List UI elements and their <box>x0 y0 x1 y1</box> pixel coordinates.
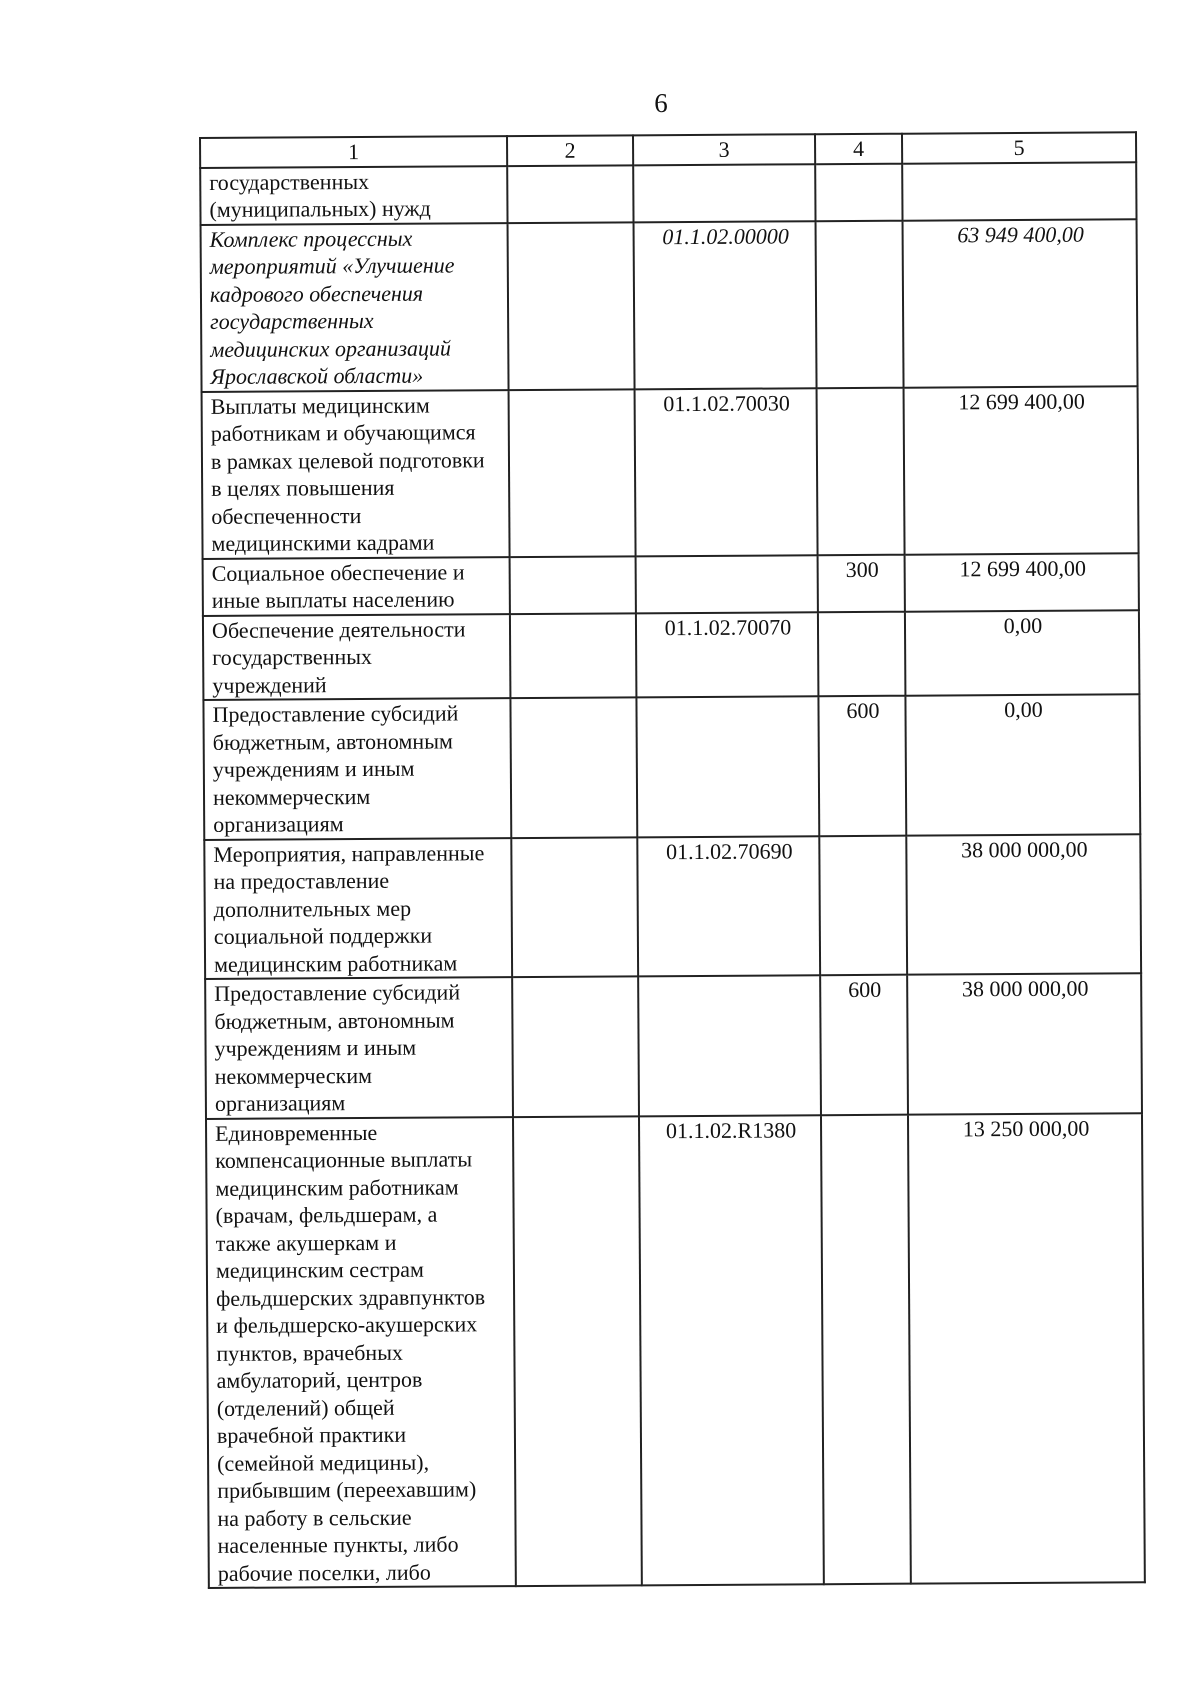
item-name-line: в целях повышения <box>211 474 395 501</box>
item-name-line: амбулаторий, центров <box>216 1366 423 1393</box>
table-row <box>201 219 1138 392</box>
column-2-cell <box>511 837 638 977</box>
item-name-line: бюджетным, автономным <box>214 1006 455 1034</box>
item-name-line: учреждений <box>212 671 327 698</box>
item-name-line: медицинским сестрам <box>215 1256 425 1283</box>
column-number: 4 <box>815 134 902 164</box>
item-name-line: (отделений) общей <box>216 1394 395 1421</box>
amount-value: 0,00 <box>905 610 1140 696</box>
budget-table <box>199 131 1146 1589</box>
item-name-line: Мероприятия, направленные <box>213 839 485 867</box>
item-name-line: на работу в сельские <box>217 1504 412 1531</box>
item-name-line: Обеспечение деятельности <box>211 615 466 643</box>
item-name-line: в рамках целевой подготовки <box>210 446 485 474</box>
item-name-line: дополнительных мер <box>213 895 412 922</box>
item-name-line: мероприятий «Улучшение <box>209 252 455 279</box>
item-name-line: Выплаты медицинским <box>210 392 430 419</box>
item-name-line: Социальное обеспечение и <box>211 558 465 586</box>
item-name-line: государственных <box>209 168 370 195</box>
table-row <box>203 694 1140 839</box>
column-2-cell <box>507 165 633 223</box>
table-row <box>200 162 1136 225</box>
item-name-line: учреждениям и иным <box>212 755 415 782</box>
target-code <box>636 696 819 837</box>
item-name-line: государственных <box>212 643 373 670</box>
table-row <box>203 610 1139 700</box>
item-name <box>200 166 507 225</box>
expense-type-code <box>815 163 902 221</box>
item-name-line: медицинским работникам <box>215 1173 459 1201</box>
item-name <box>203 698 511 839</box>
item-name-line: социальной поддержки <box>213 922 433 949</box>
item-name <box>201 223 509 392</box>
target-code: 01.1.02.70070 <box>636 612 819 698</box>
item-name <box>203 614 511 700</box>
item-name-line: организациям <box>213 811 344 837</box>
amount-value: 38 000 000,00 <box>907 973 1142 1114</box>
item-name-line: рабочие поселки, либо <box>217 1559 431 1586</box>
item-name-line: медицинских организаций <box>210 334 452 362</box>
target-code: 01.1.02.70030 <box>635 388 818 556</box>
table-row <box>202 386 1139 559</box>
table-body <box>200 162 1145 1588</box>
item-name-line: пунктов, врачебных <box>216 1339 404 1366</box>
target-code: 01.1.02.R1380 <box>639 1115 824 1586</box>
expense-type-code <box>816 220 904 388</box>
item-name-line: некоммерческим <box>214 1062 373 1089</box>
item-name-line: на предоставление <box>213 867 390 894</box>
amount-value: 0,00 <box>905 694 1140 835</box>
target-code <box>638 975 821 1116</box>
target-code: 01.1.02.70690 <box>637 836 820 977</box>
column-number: 5 <box>902 132 1136 163</box>
item-name <box>206 1117 516 1588</box>
target-code <box>633 164 815 222</box>
column-number: 2 <box>507 135 633 165</box>
table-row <box>206 1113 1145 1588</box>
item-name-line: учреждениям и иным <box>214 1034 417 1061</box>
item-name-line: фельдшерских здравпунктов <box>216 1283 486 1311</box>
column-number: 1 <box>200 136 507 167</box>
amount-value: 38 000 000,00 <box>906 834 1141 975</box>
column-2-cell <box>513 1116 642 1586</box>
item-name-line: бюджетным, автономным <box>212 727 453 755</box>
amount-value: 13 250 000,00 <box>908 1113 1145 1584</box>
item-name-line: работникам и обучающимся <box>210 419 476 446</box>
table-row <box>204 834 1141 979</box>
item-name-line: организациям <box>214 1090 346 1116</box>
column-2-cell <box>508 222 635 390</box>
item-name-line: Комплекс процессных <box>209 225 413 252</box>
item-name-line: также акушеркам и <box>215 1229 397 1256</box>
page-number: 6 <box>654 88 668 118</box>
expense-type-code <box>817 387 905 555</box>
column-2-cell <box>510 556 636 614</box>
column-2-cell <box>512 976 639 1116</box>
table-row <box>205 973 1142 1118</box>
item-name <box>203 557 510 616</box>
expense-type-code: 600 <box>820 975 908 1115</box>
item-name-line: Единовременные <box>215 1119 378 1146</box>
item-name-line: медицинскими кадрами <box>211 529 435 556</box>
expense-type-code <box>819 835 907 975</box>
column-2-cell <box>510 613 637 698</box>
item-name <box>202 390 510 559</box>
amount-value: 63 949 400,00 <box>903 219 1138 387</box>
column-2-cell <box>510 697 637 837</box>
item-name-line: кадрового обеспечения <box>209 280 424 307</box>
item-name-line: (врачам, фельдшерам, а <box>215 1201 438 1228</box>
item-name <box>204 838 512 979</box>
item-name-line: населенные пункты, либо <box>217 1531 459 1558</box>
item-name-line: медицинским работникам <box>213 949 458 977</box>
item-name-line: компенсационные выплаты <box>215 1146 473 1173</box>
item-name-line: Ярославской области» <box>210 362 424 389</box>
expense-type-code: 300 <box>818 554 905 612</box>
item-name-line: Предоставление субсидий <box>212 700 459 727</box>
column-2-cell <box>509 389 636 557</box>
item-name-line: и фельдшерско-акушерских <box>216 1311 478 1338</box>
item-name <box>205 977 513 1118</box>
item-name-line: обеспеченности <box>211 502 362 529</box>
item-name-line: Предоставление субсидий <box>214 979 461 1006</box>
item-name-line: некоммерческим <box>212 783 371 810</box>
expense-type-code <box>821 1114 911 1584</box>
target-code: 01.1.02.00000 <box>634 221 817 389</box>
expense-type-code: 600 <box>818 696 906 836</box>
item-name-line: врачебной практики <box>216 1421 407 1448</box>
amount-value <box>902 162 1136 220</box>
item-name-line: (семейной медицины), <box>217 1449 430 1476</box>
amount-value: 12 699 400,00 <box>904 386 1139 554</box>
amount-value: 12 699 400,00 <box>905 553 1139 611</box>
item-name-line: государственных <box>210 307 374 334</box>
table-row <box>203 553 1139 616</box>
item-name-line: иные выплаты населению <box>211 586 455 613</box>
item-name-line: прибывшим (переехавшим) <box>217 1476 477 1503</box>
item-name-line: (муниципальных) нужд <box>209 195 431 222</box>
target-code <box>636 555 818 613</box>
column-number: 3 <box>633 134 815 165</box>
expense-type-code <box>818 611 906 696</box>
